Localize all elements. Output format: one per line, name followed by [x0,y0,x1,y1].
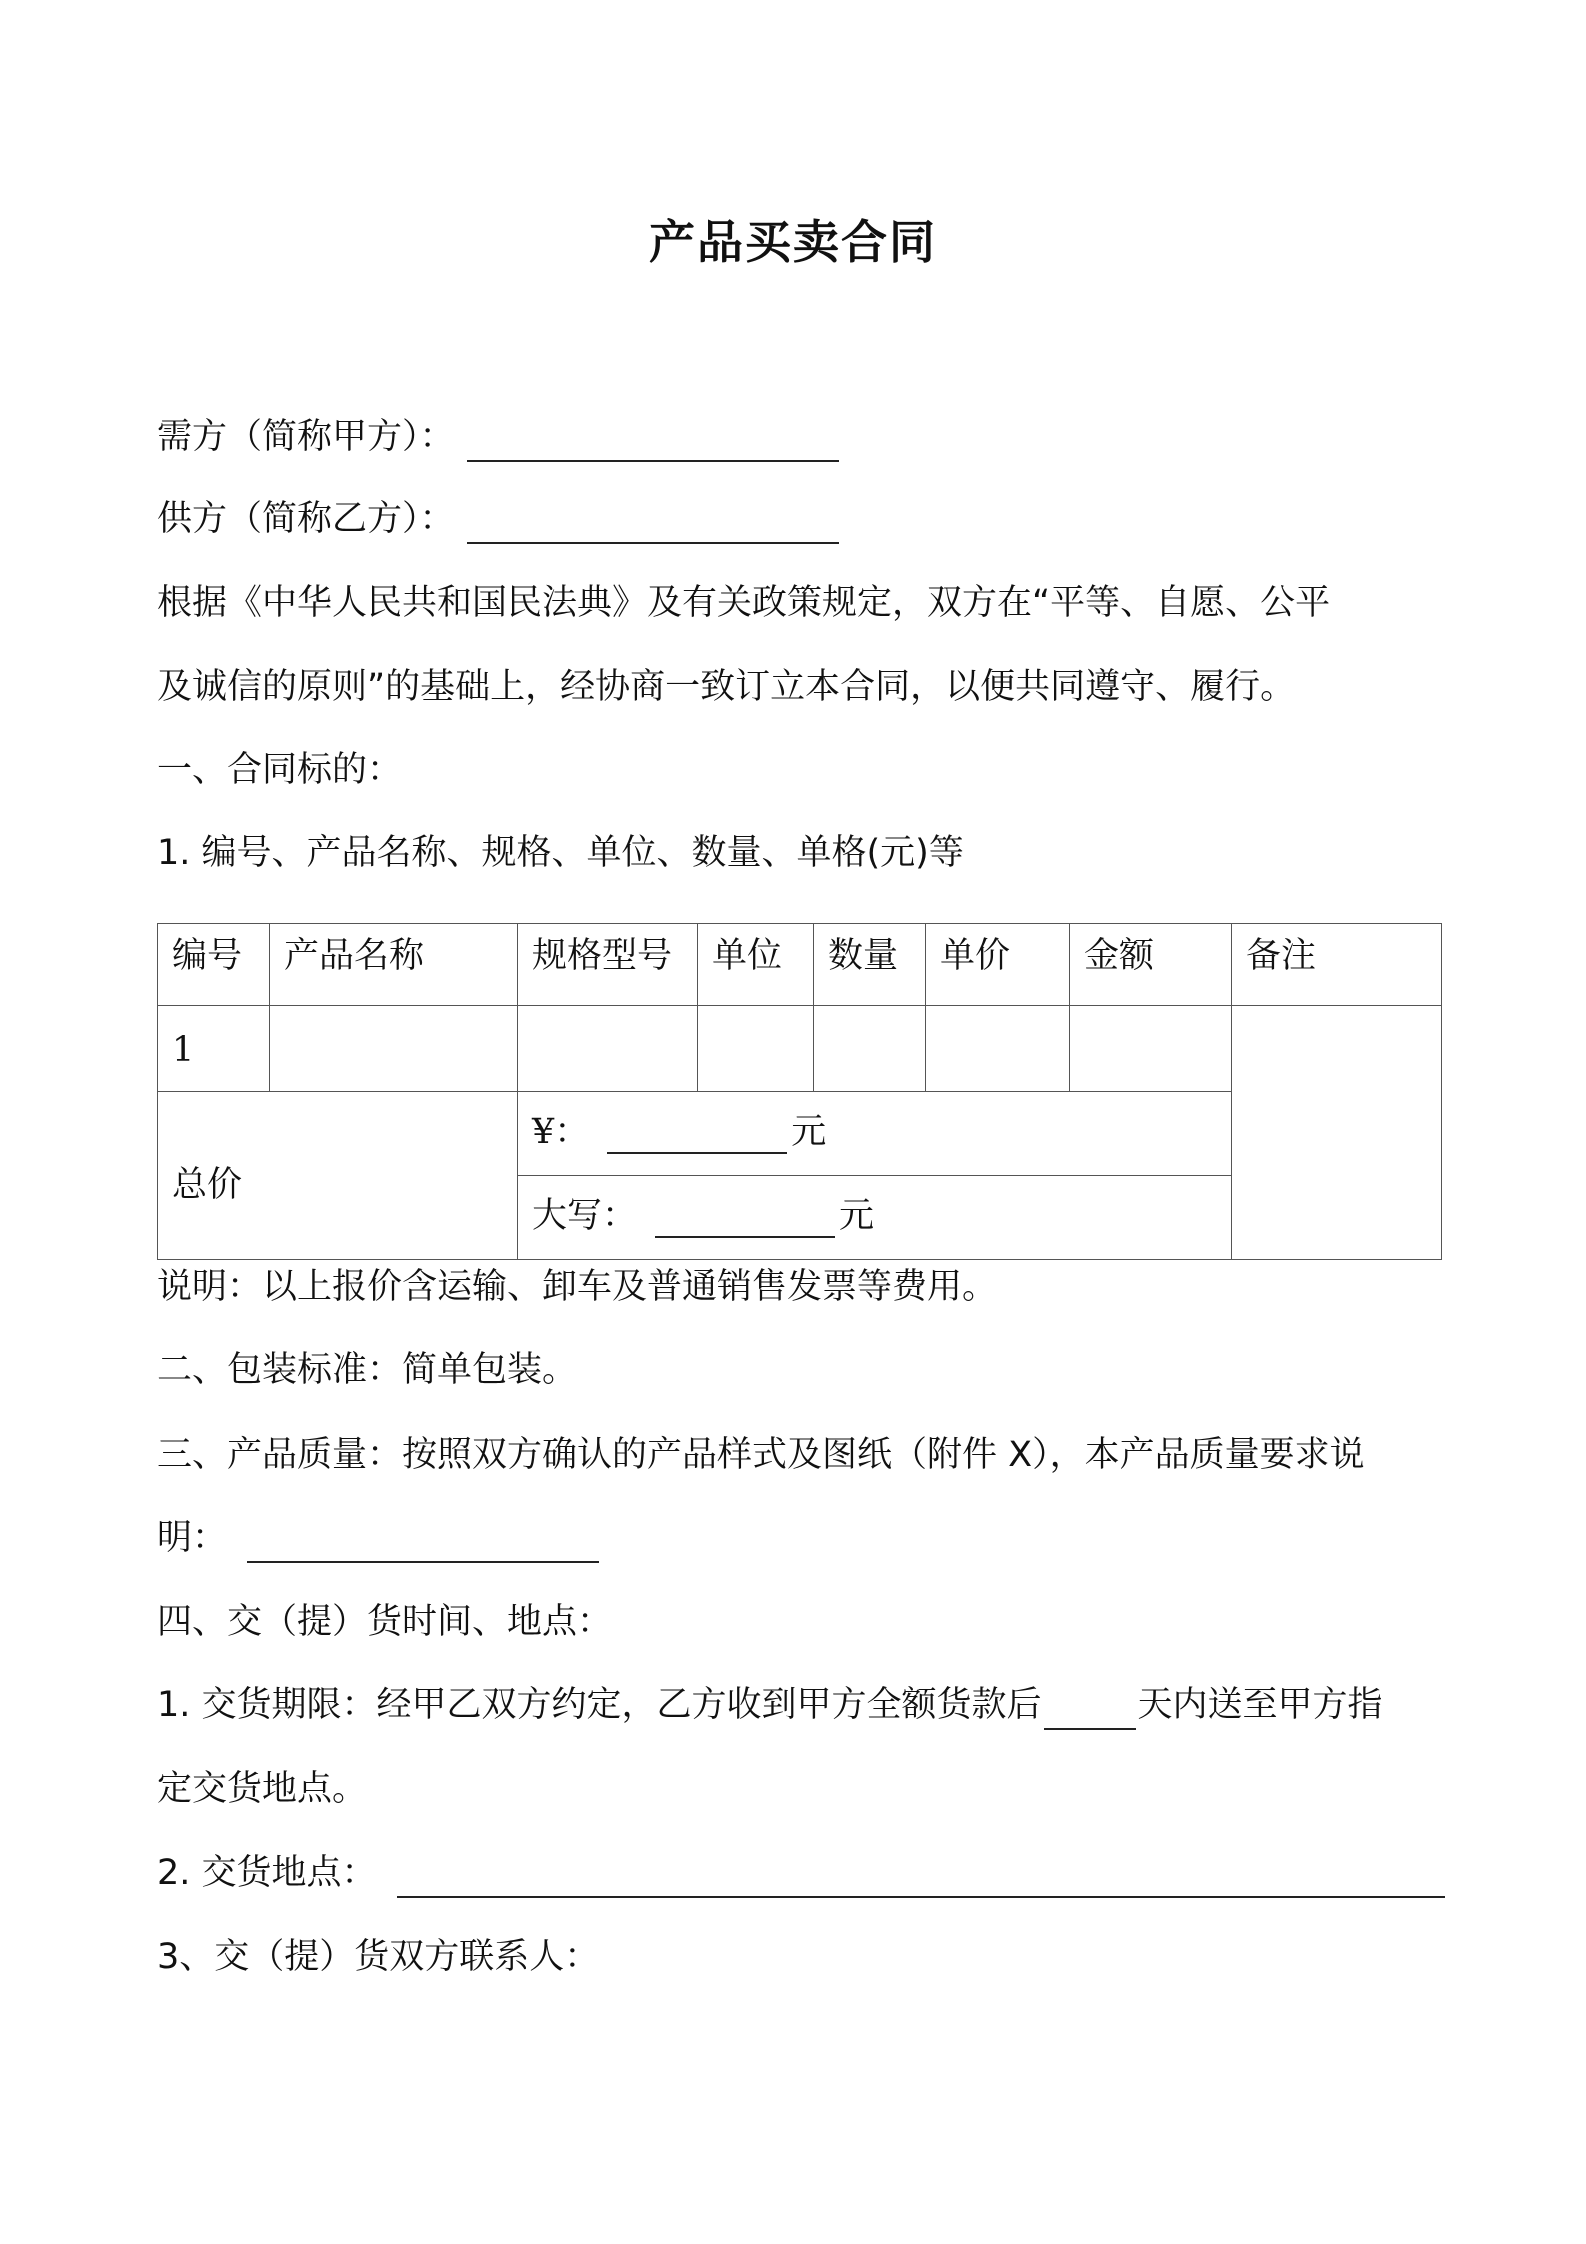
delivery-location-label: 2. 交货地点： [157,1853,377,1893]
yen-amount-blank[interactable] [607,1116,787,1154]
party-b-line [157,494,839,544]
header-cell-spec: 规格型号 [518,924,698,1006]
header-cell-quantity: 数量 [814,924,926,1006]
delivery-location-blank[interactable] [397,1858,1445,1898]
header-cell-unit: 单位 [698,924,814,1006]
section-3-line-2 [157,1513,599,1563]
party-a-label: 需方（简称甲方）： [157,417,455,457]
section-2: 二、包装标准：简单包装。 [157,1350,578,1390]
product-table [157,923,1442,1260]
price-note: 说明：以上报价含运输、卸车及普通销售发票等费用。 [157,1267,998,1307]
delivery-deadline-text-2: 天内送至甲方指 [1137,1685,1383,1725]
party-a-line [157,412,839,462]
header-cell-amount: 金额 [1070,924,1232,1006]
row-cell-remarks[interactable] [1232,1006,1442,1260]
header-cell-product-name: 产品名称 [270,924,518,1006]
table-header-row [158,924,1442,1006]
table-row [158,1006,1442,1092]
header-cell-remarks: 备注 [1232,924,1442,1006]
row-cell-spec[interactable] [518,1006,698,1092]
yen-label: ¥： [532,1112,590,1152]
party-a-fill-blank[interactable] [467,422,839,462]
section-4-item-2 [157,1848,1445,1898]
row-cell-amount[interactable] [1070,1006,1232,1092]
document-title: 产品买卖合同 [649,215,937,269]
capital-label: 大写： [532,1196,638,1236]
row-cell-quantity[interactable] [814,1006,926,1092]
section-1-item-1: 1. 编号、产品名称、规格、单位、数量、单格(元)等 [157,833,964,873]
intro-line-1: 根据《中华人民共和国民法典》及有关政策规定，双方在“平等、自愿、公平 [157,583,1331,623]
delivery-days-blank[interactable] [1044,1690,1136,1730]
row-cell-unit[interactable] [698,1006,814,1092]
header-cell-id: 编号 [158,924,270,1006]
party-b-label: 供方（简称乙方）： [157,499,455,539]
capital-unit: 元 [839,1196,875,1236]
row-cell-product-name[interactable] [270,1006,518,1092]
section-3-label: 明： [157,1518,228,1558]
quality-requirement-blank[interactable] [247,1523,599,1563]
section-4-item-1 [157,1680,1383,1730]
section-4-item-3: 3、交（提）货双方联系人： [157,1937,600,1977]
section-3-line-1: 三、产品质量：按照双方确认的产品样式及图纸（附件 X），本产品质量要求说 [157,1435,1365,1475]
header-cell-unit-price: 单价 [926,924,1070,1006]
intro-line-2: 及诚信的原则”的基础上，经协商一致订立本合同，以便共同遵守、履行。 [157,667,1296,707]
section-4-heading: 四、交（提）货时间、地点： [157,1602,613,1642]
row-cell-id: 1 [158,1006,270,1092]
total-capital-cell [518,1176,1232,1260]
delivery-deadline-text: 1. 交货期限：经甲乙双方约定，乙方收到甲方全额货款后 [157,1685,1042,1725]
total-label: 总价 [158,1092,518,1260]
row-cell-unit-price[interactable] [926,1006,1070,1092]
section-4-item-1-line-2: 定交货地点。 [157,1769,368,1809]
total-yen-cell [518,1092,1232,1176]
party-b-fill-blank[interactable] [467,504,839,544]
yen-unit: 元 [791,1112,827,1152]
capital-amount-blank[interactable] [655,1200,835,1238]
section-1-heading: 一、合同标的： [157,750,403,790]
